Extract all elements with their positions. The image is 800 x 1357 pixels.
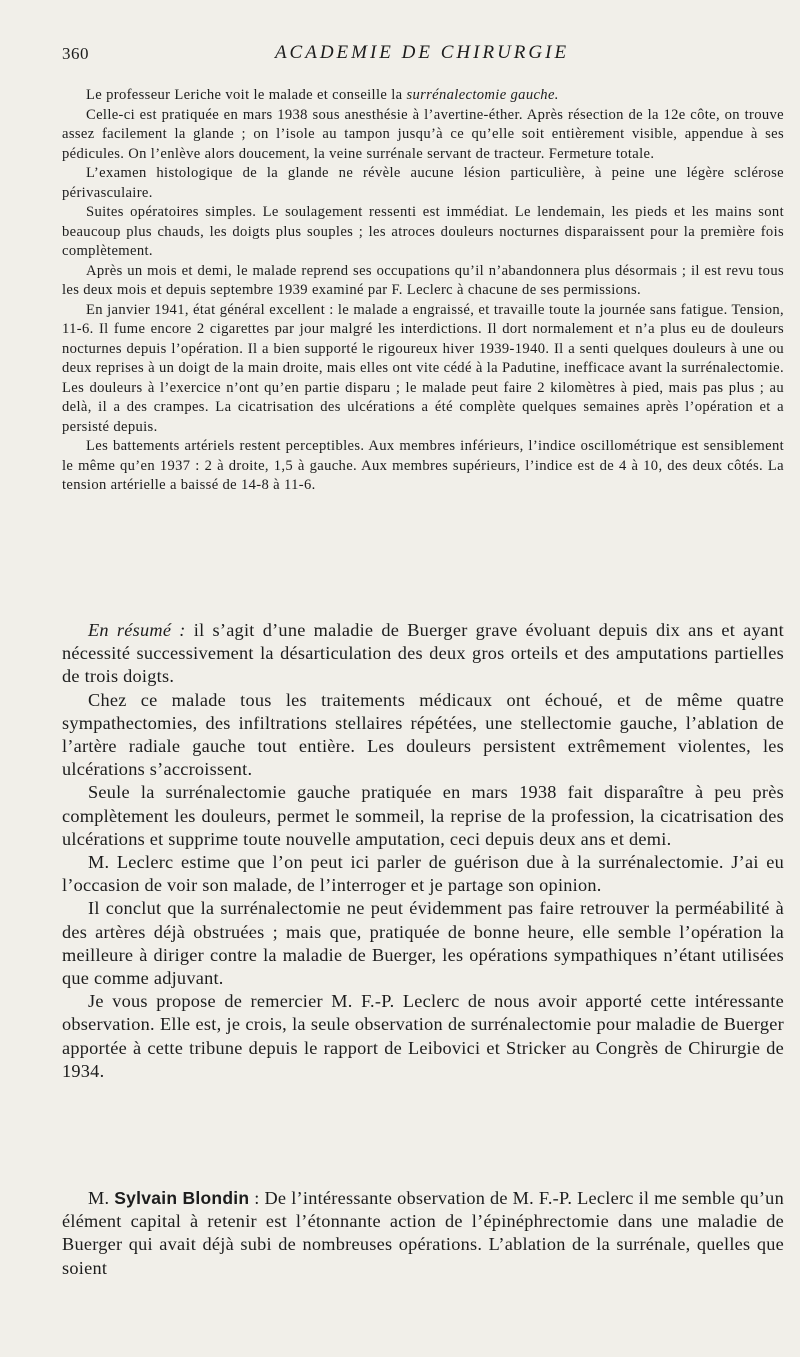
summary-heading: En résumé : (88, 620, 186, 640)
paragraph (62, 619, 784, 689)
paragraph: Après un mois et demi, le malade reprend ses occupations qu’il n’abandonnera plus désormais ; il est revu tous les deux mois et depuis septembre 1939 examiné par F. Leclerc à chacune de ses permissions. (62, 262, 784, 298)
speaker-name: Sylvain Blondin (114, 1188, 250, 1208)
paragraph (62, 1187, 784, 1280)
paragraph-text: De l’intéressante observation de M. F.-P. Leclerc il me semble qu’un élément capital à retenir est l’étonnante action de l’épinéphrectomie dans une maladie de Buerger qui avait déjà subi de nombreuses opérations. L’ablation de la surrénale, quelles que soient (62, 1188, 784, 1278)
page-number: 360 (62, 44, 89, 63)
running-title: ACADEMIE DE CHIRURGIE (274, 42, 570, 63)
page-header (62, 40, 782, 70)
summary-section (62, 619, 784, 1083)
paragraph (62, 86, 784, 106)
paragraph-text: il s’agit d’une maladie de Buerger grave évoluant depuis dix ans et ayant nécessité successivement la désarticulation des deux gros orteils et des amputations partielles de trois doigts. (62, 620, 784, 687)
paragraph: Il conclut que la surrénalectomie ne peut évidemment pas faire retrouver la perméabilité à des artères déjà obstruées ; mais que, pratiquée de bonne heure, elle semble l’opération la meilleure à diriger contre la maladie de Buerger, les opérations sympathiques n’étant utilisées que comme adjuvant. (62, 898, 784, 989)
paragraph: M. Leclerc estime que l’on peut ici parler de guérison due à la surrénalectomie. J’ai eu l’occasion de voir son malade, de l’interroger et je partage son opinion. (62, 852, 784, 896)
paragraph: Les battements artériels restent perceptibles. Aux membres inférieurs, l’indice oscillométrique est sensiblement le même qu’en 1937 : 2 à droite, 1,5 à gauche. Aux membres supérieurs, l’indice est de 4 à 10, des deux côtés. La tension artérielle a baissé de 14-8 à 11-6. (62, 438, 784, 493)
discussion-section (62, 1187, 784, 1280)
speaker-colon: : (249, 1188, 260, 1208)
paragraph: Suites opératoires simples. Le soulagement ressenti est immédiat. Le lendemain, les pieds et les mains sont beaucoup plus chauds, les doigts plus souples ; les atroces douleurs nocturnes disparaissent pour la première fois complètement. (62, 204, 784, 259)
paragraph: Seule la surrénalectomie gauche pratiquée en mars 1938 fait disparaître à peu près complètement les douleurs, permet le sommeil, la reprise de la profession, la cicatrisation des ulcérations et supprime toute nouvelle amputation, ceci depuis deux ans et demi. (62, 782, 784, 849)
paragraph: Chez ce malade tous les traitements médicaux ont échoué, et de même quatre sympathectomies, des infiltrations stellaires répétées, une stellectomie gauche, l’ablation de l’artère radiale gauche tout entière. Les douleurs persistent extrêmement violentes, les ulcérations s’accroissent. (62, 689, 784, 780)
case-report (62, 86, 784, 496)
paragraph: Je vous propose de remercier M. F.-P. Leclerc de nous avoir apporté cette intéressante observation. Elle est, je crois, la seule observation de surrénalectomie pour maladie de Buerger apportée à cette tribune depuis le rapport de Leibovici et Stricker au Congrès de Chirurgie de 1934. (62, 991, 784, 1081)
speaker-prefix: M. (88, 1188, 115, 1208)
paragraph-text: Le professeur Leriche voit le malade et conseille la (86, 87, 407, 103)
paragraph: En janvier 1941, état général excellent : le malade a engraissé, et travaille toute la journée sans fatigue. Tension, 11-6. Il fume encore 2 cigarettes par jour malgré les interdictions. Il dort normalement et n’a plus eu de douleurs nocturnes depuis l’opération. Il a bien supporté le rigoureux hiver 1939-1940. Il a senti quelques douleurs à une ou deux reprises à un doigt de la main droite, mais elles ont vite cédé à la Padutine, inefficace avant la surrénalectomie. Les douleurs à l’exercice n’ont qu’en partie disparu ; le malade peut faire 2 kilomètres à pied, mais pas plus ; au delà, il a des crampes. La cicatrisation des ulcérations a été complète quelques semaines après l’opération et a persisté depuis. (62, 301, 784, 435)
italic-term: surrénalectomie gauche. (406, 87, 559, 103)
paragraph: L’examen histologique de la glande ne révèle aucune lésion particulière, à peine une légère sclérose périvasculaire. (62, 165, 784, 201)
paragraph: Celle-ci est pratiquée en mars 1938 sous anesthésie à l’avertine-éther. Après résection de la 12e côte, on trouve assez facilement la glande ; on l’isole au tampon jusqu’à ce qu’elle soit entièrement visible, appendue à ses pédicules. On l’enlève alors doucement, la veine surrénale servant de tracteur. Fermeture totale. (62, 106, 784, 162)
